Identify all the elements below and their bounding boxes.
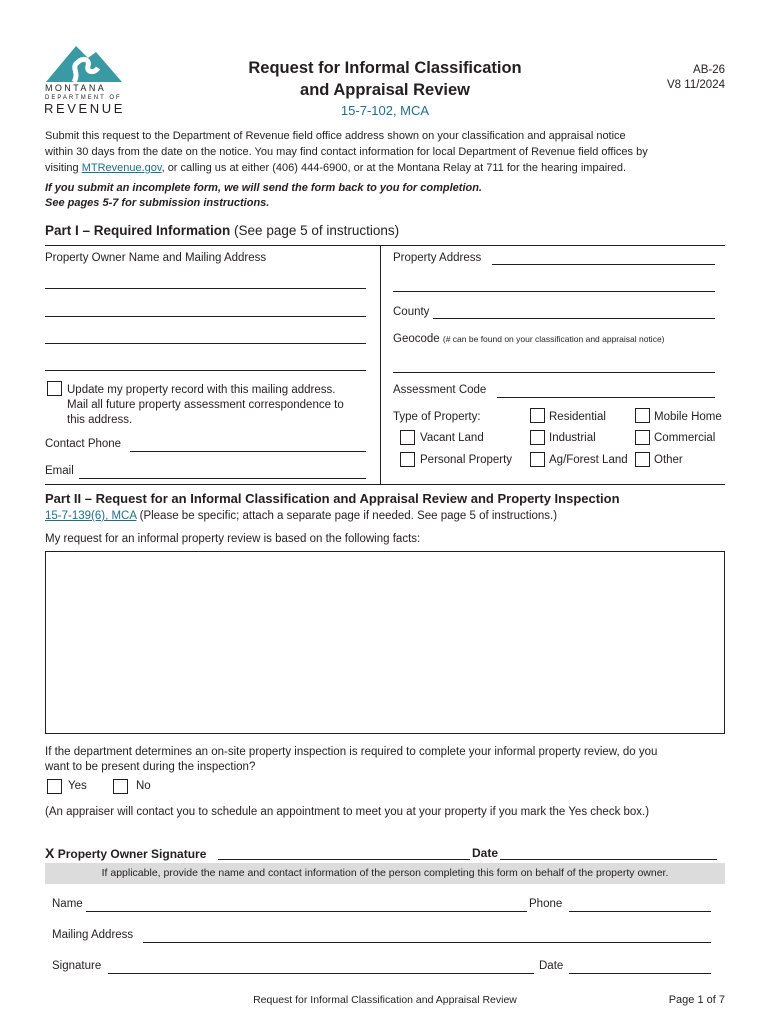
form-number — [620, 63, 725, 93]
property-address-label: Property Address — [393, 252, 482, 264]
preparer-signature-label: Signature — [52, 960, 102, 972]
facts-textarea[interactable] — [45, 551, 725, 734]
inspection-no-checkbox[interactable] — [113, 779, 128, 794]
owner-signature-field[interactable] — [218, 859, 470, 860]
applicable-note: If applicable, provide the name and contact information of the person completing this form on behalf of the property owner. — [101, 867, 669, 879]
intro-line3: visiting MTRevenue.gov, or calling us at either (406) 444-6900, or at the Montana Relay at 711 for the hearing impaired. — [45, 162, 627, 174]
preparer-signature-field[interactable] — [108, 973, 534, 974]
email-field[interactable] — [79, 478, 366, 479]
montana-revenue-logo — [44, 42, 124, 117]
form-version: V8 11/2024 — [667, 79, 725, 91]
owner-address-line-2[interactable] — [45, 316, 366, 317]
preparer-phone-field[interactable] — [569, 911, 711, 912]
owner-address-line-3[interactable] — [45, 343, 366, 344]
form-title-line1: Request for Informal Classification — [248, 59, 522, 77]
type-of-property-label: Type of Property: — [393, 411, 481, 423]
assessment-code-label: Assessment Code — [393, 384, 487, 396]
mtrevenue-link[interactable]: MTRevenue.gov — [81, 162, 162, 174]
footer-form-title: Request for Informal Classification and Appraisal Review — [253, 994, 517, 1006]
part1-divider — [45, 245, 725, 246]
statute-reference[interactable]: 15-7-102, MCA — [340, 103, 430, 118]
personal-property-label: Personal Property — [420, 454, 513, 466]
mountain-logo-icon — [44, 42, 124, 84]
commercial-checkbox[interactable] — [635, 430, 650, 445]
owner-signature-label: Property Owner Signature — [57, 847, 207, 861]
appraiser-note: (An appraiser will contact you to schedule an appointment to meet you at your property if you mark the Yes check box.) — [45, 806, 650, 818]
geocode-label: Geocode (# can be found on your classification and appraisal notice) — [393, 333, 665, 345]
county-label: County — [393, 306, 430, 318]
property-address-field[interactable] — [492, 264, 715, 265]
other-checkbox[interactable] — [635, 452, 650, 467]
intro-text — [45, 128, 735, 176]
footer-page-number: Page 1 of 7 — [668, 994, 725, 1006]
preparer-date-label: Date — [539, 960, 564, 972]
part1-column-divider — [380, 246, 381, 484]
owner-address-line-1[interactable] — [45, 288, 366, 289]
mobile-home-checkbox[interactable] — [635, 408, 650, 423]
preparer-phone-label: Phone — [529, 898, 563, 910]
commercial-label: Commercial — [654, 432, 716, 444]
part1-heading: Part I – Required Information (See page 5 of instructions) — [45, 223, 400, 238]
residential-checkbox[interactable] — [530, 408, 545, 423]
form-id: AB-26 — [693, 64, 725, 76]
county-field[interactable] — [433, 318, 715, 319]
logo-montana: MONTANA — [45, 83, 107, 93]
statute-link[interactable]: 15-7-139(6), MCA — [45, 510, 137, 522]
update-record-checkbox[interactable] — [47, 381, 62, 396]
personal-property-checkbox[interactable] — [400, 452, 415, 467]
owner-date-label: Date — [472, 846, 499, 860]
preparer-date-field[interactable] — [569, 973, 711, 974]
intro-line2: within 30 days from the date on the notice. You may find contact information for local Department of Revenue field offices by — [45, 146, 648, 158]
preparer-name-label: Name — [52, 898, 83, 910]
ag-forest-label: Ag/Forest Land — [549, 454, 628, 466]
incomplete-warning — [45, 181, 735, 211]
property-address-line-2[interactable] — [393, 291, 715, 292]
vacant-land-checkbox[interactable] — [400, 430, 415, 445]
owner-date-field[interactable] — [500, 859, 717, 860]
industrial-checkbox[interactable] — [530, 430, 545, 445]
preparer-mailing-label: Mailing Address — [52, 929, 134, 941]
form-title — [200, 57, 570, 101]
other-label: Other — [654, 454, 683, 466]
inspection-yes-label: Yes — [68, 780, 87, 792]
vacant-land-label: Vacant Land — [420, 432, 484, 444]
inspection-no-label: No — [136, 780, 151, 792]
part2-statute: 15-7-139(6), MCA (Please be specific; attach a separate page if needed. See page 5 of instructions.) — [45, 510, 558, 522]
mobile-home-label: Mobile Home — [654, 411, 722, 423]
owner-signature-row — [45, 845, 206, 861]
industrial-label: Industrial — [549, 432, 596, 444]
intro-line1: Submit this request to the Department of Revenue field office address shown on your classification and appraisal notice — [45, 130, 626, 142]
logo-department: DEPARTMENT OF — [45, 95, 122, 101]
logo-revenue: REVENUE — [44, 101, 126, 116]
form-title-line2: and Appraisal Review — [300, 81, 470, 99]
preparer-mailing-field[interactable] — [143, 942, 711, 943]
preparer-name-field[interactable] — [86, 911, 527, 912]
residential-label: Residential — [549, 411, 606, 423]
owner-name-label: Property Owner Name and Mailing Address — [45, 252, 267, 264]
part2-heading: Part II – Request for an Informal Classification and Appraisal Review and Property Inspection — [45, 491, 620, 506]
contact-phone-label: Contact Phone — [45, 438, 122, 450]
inspection-question: If the department determines an on-site property inspection is required to complete your informal property review, do you want to be present during the inspection? — [45, 746, 658, 773]
email-label: Email — [45, 465, 74, 477]
contact-phone-field[interactable] — [130, 451, 366, 452]
owner-address-line-4[interactable] — [45, 370, 366, 371]
geocode-field[interactable] — [393, 372, 715, 373]
part2-divider — [45, 484, 725, 485]
warning-line2: See pages 5-7 for submission instructions. — [45, 197, 270, 209]
assessment-code-field[interactable] — [497, 397, 715, 398]
x-mark: X — [45, 845, 55, 861]
ag-forest-checkbox[interactable] — [530, 452, 545, 467]
warning-line1: If you submit an incomplete form, we will send the form back to you for completion. — [45, 182, 482, 194]
update-record-text: Update my property record with this mailing address. Mail all future property assessment correspondence to this address. — [67, 384, 344, 426]
inspection-yes-checkbox[interactable] — [47, 779, 62, 794]
facts-label: My request for an informal property review is based on the following facts: — [45, 533, 421, 545]
